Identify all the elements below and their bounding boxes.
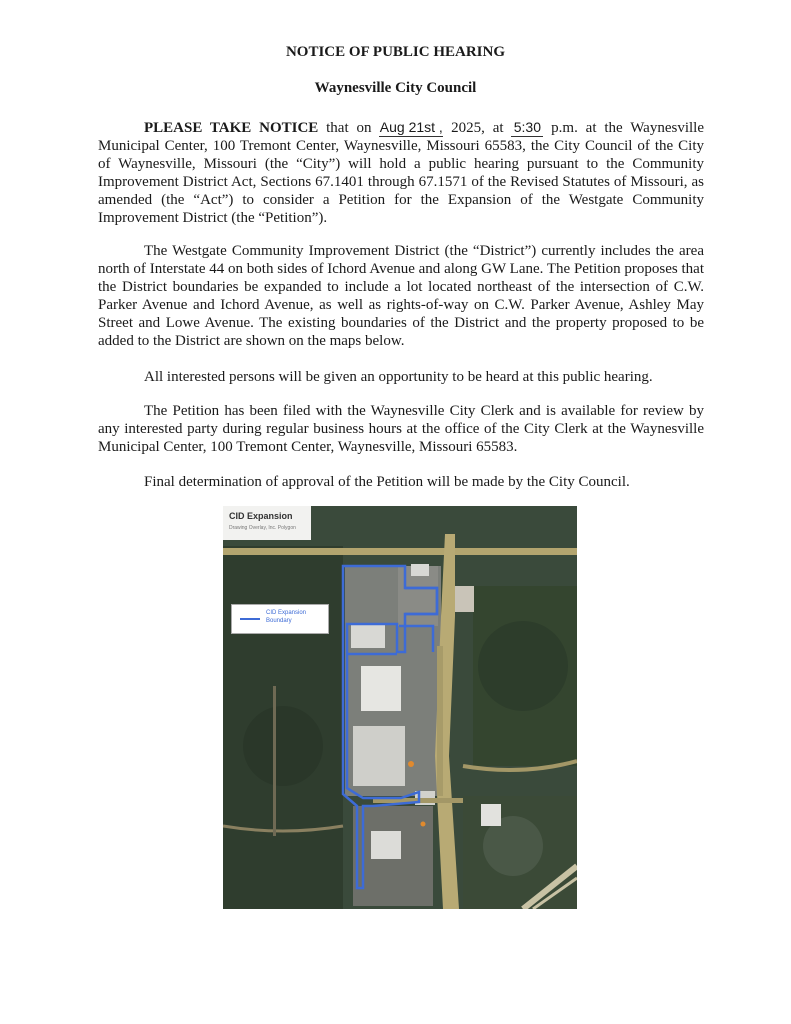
hearing-time-fill: 5:30 <box>511 118 543 137</box>
paragraph-district-description: The Westgate Community Improvement District (the “District”) currently includes the area north of Interstate 44 on both sides of Ichord Avenue and along GW Lane. The Petition proposes that the District boundaries be expanded to include a lot located northeast of the intersection of C.W. Parker Avenue and Ichord Avenue, as well as rights-of-way on C.W. Parker Avenue, Ashley May Street and Lowe Avenue. The existing boundaries of the District and the property proposed to be added to the District are shown on the maps below. <box>98 243 704 349</box>
paragraph-opportunity: All interested persons will be given an opportunity to be heard at this public hearing. <box>144 369 653 385</box>
notice-lead: PLEASE TAKE NOTICE <box>144 120 319 136</box>
cid-expansion-map <box>223 506 577 909</box>
map-legend <box>231 604 329 634</box>
paragraph1-text-c: p.m. at the Waynesville Municipal Center, 100 Tremont Center, Waynesville, Missouri 65583, the City Council of the City of Waynesville, Missouri (the “City”) will hold a public hearing pursuant to the Community Improvement District Act, Sections 67.1401 through 67.1571 of the Revised Statutes of Missouri, as amended (the “Act”) to consider a Petition for the Expansion of the Westgate Community Improvement District (the “Petition”). <box>98 120 704 226</box>
aerial-map-image <box>223 506 577 909</box>
paragraph1-text-b: 2025, at <box>443 120 512 136</box>
map-header <box>223 506 311 540</box>
notice-title: NOTICE OF PUBLIC HEARING <box>285 44 506 60</box>
boundary-line-swatch <box>240 618 260 620</box>
hearing-date-fill: Aug 21st , <box>379 119 443 135</box>
paragraph-hearing-notice <box>98 118 704 227</box>
map-subtitle: Drawing Overlay, Inc. Polygon <box>229 525 296 531</box>
map-title: CID Expansion <box>229 511 293 521</box>
paragraph-petition-filed: The Petition has been filed with the Waynesville City Clerk and is available for review by any interested party during regular business hours at the office of the City Clerk at the Waynesville Municipal Center, 100 Tremont Center, Waynesville, Missouri 65583. <box>98 403 704 455</box>
paragraph1-text-a: that on <box>318 120 380 136</box>
paragraph-final-determination: Final determination of approval of the Petition will be made by the City Council. <box>144 474 630 490</box>
notice-subtitle: Waynesville City Council <box>314 80 477 96</box>
legend-label: CID Expansion Boundary <box>266 610 307 624</box>
